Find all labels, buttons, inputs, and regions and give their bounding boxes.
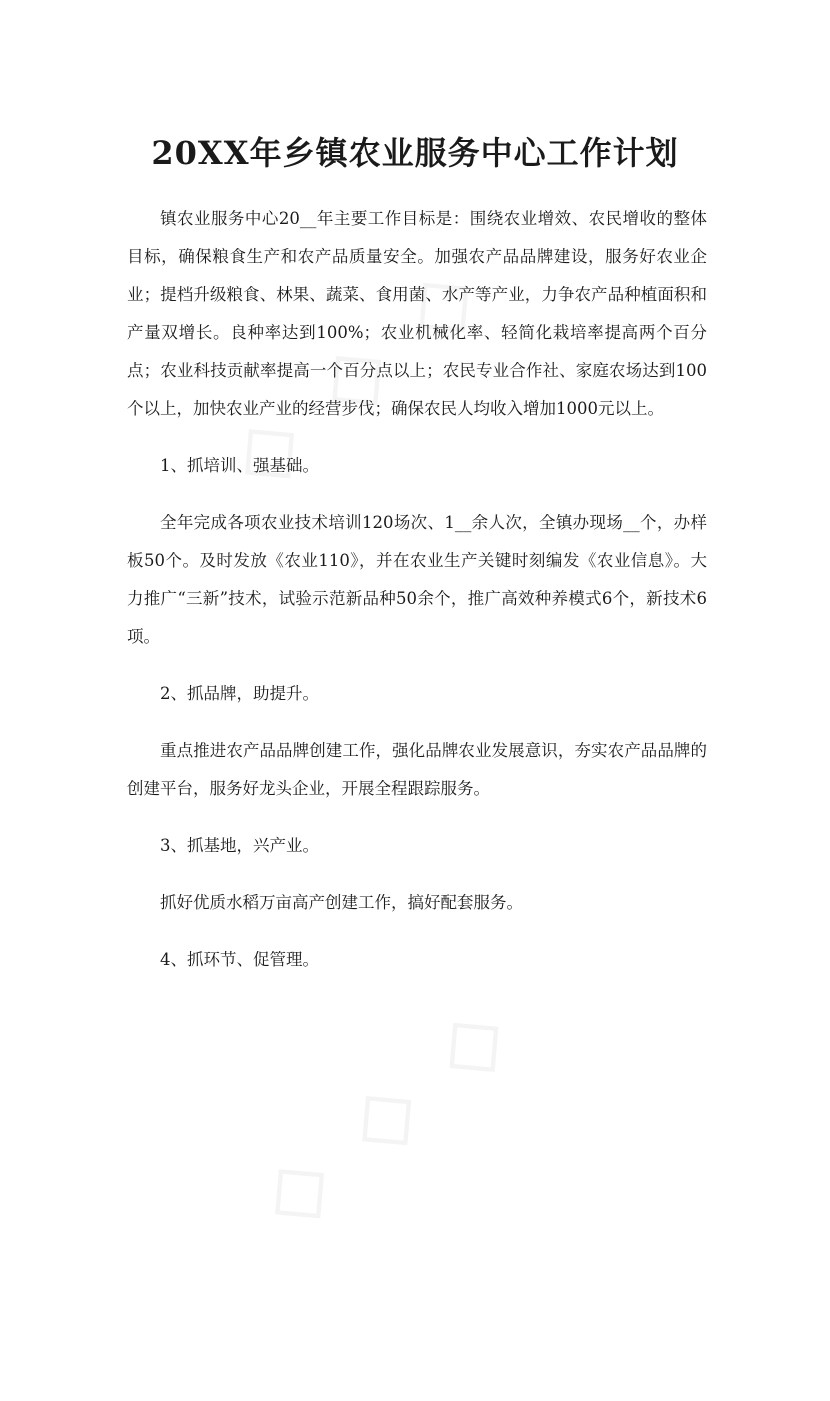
- section-1-paragraph: 全年完成各项农业技术培训120场次、1__余人次，全镇办现场__个，办样板50个。及时发放《农业110》，并在农业生产关键时刻编发《农业信息》。大力推广“三新”技术，试验示范新品种50余个，推广高效种养模式6个，新技术6项。: [127, 513, 707, 646]
- section-2-paragraph: 重点推进农产品品牌创建工作，强化品牌农业发展意识，夯实农产品品牌的创建平台，服务好龙头企业，开展全程跟踪服务。: [127, 741, 707, 798]
- section-heading-1: 1、抓培训、强基础。: [160, 456, 319, 475]
- section-heading-3: 3、抓基地，兴产业。: [160, 836, 319, 855]
- intro-paragraph: 镇农业服务中心20__年主要工作目标是：围绕农业增效、农民增收的整体目标，确保粮食生产和农产品质量安全。加强农产品品牌建设，服务好农业企业；提档升级粮食、林果、蔬菜、食用菌、水产等产业，力争农产品种植面积和产量双增长。良种率达到100%；农业机械化率、轻简化栽培率提高两个百分点；农业科技贡献率提高一个百分点以上；农民专业合作社、家庭农场达到100个以上，加快农业产业的经营步伐；确保农民人均收入增加1000元以上。: [127, 209, 707, 418]
- document-title: 20XX年乡镇农业服务中心工作计划: [151, 134, 679, 172]
- section-heading-2: 2、抓品牌，助提升。: [160, 684, 319, 703]
- watermark: [239, 979, 662, 1401]
- section-heading-4: 4、抓环节、促管理。: [160, 950, 319, 969]
- section-3-paragraph: 抓好优质水稻万亩高产创建工作，搞好配套服务。: [160, 893, 523, 912]
- document-body: [127, 200, 707, 998]
